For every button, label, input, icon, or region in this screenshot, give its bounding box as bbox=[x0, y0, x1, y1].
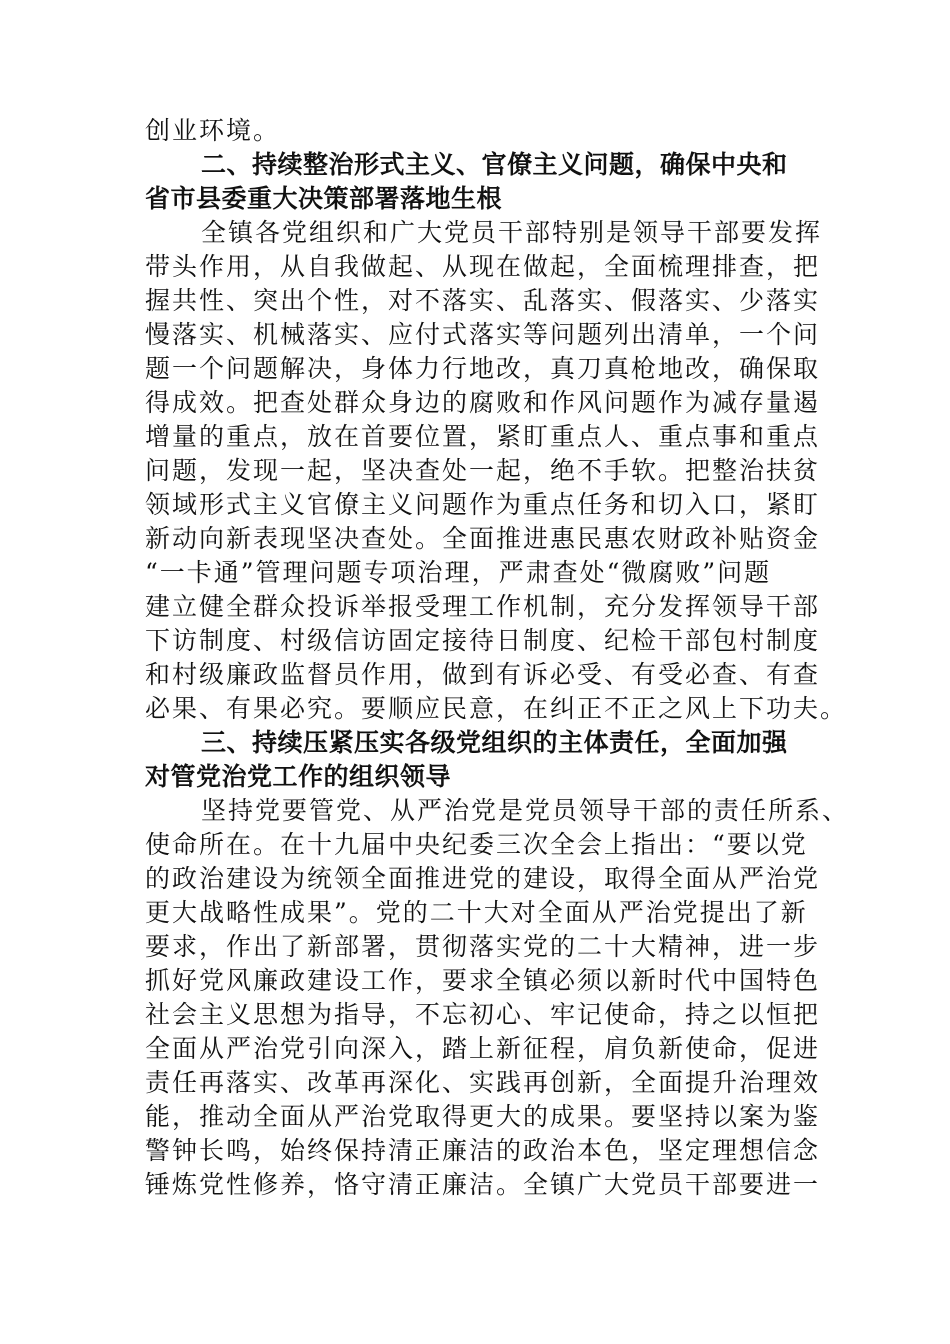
body-line: 全面从严治党引向深入，踏上新征程，肩负新使命，促进 bbox=[145, 1034, 821, 1063]
body-line: 握共性、突出个性，对不落实、乱落实、假落实、少落实 bbox=[145, 286, 821, 315]
body-line: 锤炼党性修养，恪守清正廉洁。全镇广大党员干部要进一 bbox=[145, 1170, 821, 1199]
body-line: 建立健全群众投诉举报受理工作机制，充分发挥领导干部 bbox=[145, 592, 821, 621]
body-line: 警钟长鸣，始终保持清正廉洁的政治本色，坚定理想信念 bbox=[145, 1136, 821, 1165]
body-line: 使命所在。在十九届中央纪委三次全会上指出：“要以党 bbox=[145, 830, 808, 859]
body-line: 带头作用，从自我做起、从现在做起，全面梳理排查，把 bbox=[145, 252, 821, 281]
section-heading: 对管党治党工作的组织领导 bbox=[145, 762, 452, 791]
body-line: 得成效。把查处群众身边的腐败和作风问题作为减存量遏 bbox=[145, 388, 821, 417]
body-line: 能，推动全面从严治党取得更大的成果。要坚持以案为鉴 bbox=[145, 1102, 821, 1131]
document-body bbox=[145, 114, 850, 1202]
body-line: 题一个问题解决，身体力行地改，真刀真枪地改，确保取 bbox=[145, 354, 821, 383]
section-heading: 二、持续整治形式主义、官僚主义问题，确保中央和 bbox=[201, 150, 788, 179]
body-line: 的政治建设为统领全面推进党的建设，取得全面从严治党 bbox=[145, 864, 821, 893]
body-line: 必果、有果必究。要顺应民意，在纠正不正之风上下功夫。 bbox=[145, 694, 848, 723]
body-line: 问题，发现一起，坚决查处一起，绝不手软。把整治扶贫 bbox=[145, 456, 821, 485]
body-line: 要求，作出了新部署，贯彻落实党的二十大精神，进一步 bbox=[145, 932, 821, 961]
body-line: 责任再落实、改革再深化、实践再创新，全面提升治理效 bbox=[145, 1068, 821, 1097]
section-heading: 三、持续压紧压实各级党组织的主体责任，全面加强 bbox=[201, 728, 788, 757]
body-line: 增量的重点，放在首要位置，紧盯重点人、重点事和重点 bbox=[145, 422, 821, 451]
section-heading: 省市县委重大决策部署落地生根 bbox=[145, 184, 503, 213]
body-line: 创业环境。 bbox=[145, 116, 281, 145]
body-line: 抓好党风廉政建设工作，要求全镇必须以新时代中国特色 bbox=[145, 966, 821, 995]
body-line: 和村级廉政监督员作用，做到有诉必受、有受必查、有查 bbox=[145, 660, 821, 689]
body-line: 新动向新表现坚决查处。全面推进惠民惠农财政补贴资金 bbox=[145, 524, 821, 553]
body-line: 下访制度、村级信访固定接待日制度、纪检干部包村制度 bbox=[145, 626, 821, 655]
body-line: 社会主义思想为指导，不忘初心、牢记使命，持之以恒把 bbox=[145, 1000, 821, 1029]
body-line: 慢落实、机械落实、应付式落实等问题列出清单，一个问 bbox=[145, 320, 821, 349]
body-line: 更大战略性成果”。党的二十大对全面从严治党提出了新 bbox=[145, 898, 808, 927]
body-line: 全镇各党组织和广大党员干部特别是领导干部要发挥 bbox=[201, 218, 823, 247]
body-line: 领域形式主义官僚主义问题作为重点任务和切入口，紧盯 bbox=[145, 490, 821, 519]
body-line: 坚持党要管党、从严治党是党员领导干部的责任所系、 bbox=[201, 796, 850, 825]
body-line: “一卡通”管理问题专项治理，严肃查处“微腐败”问题 bbox=[145, 558, 772, 587]
